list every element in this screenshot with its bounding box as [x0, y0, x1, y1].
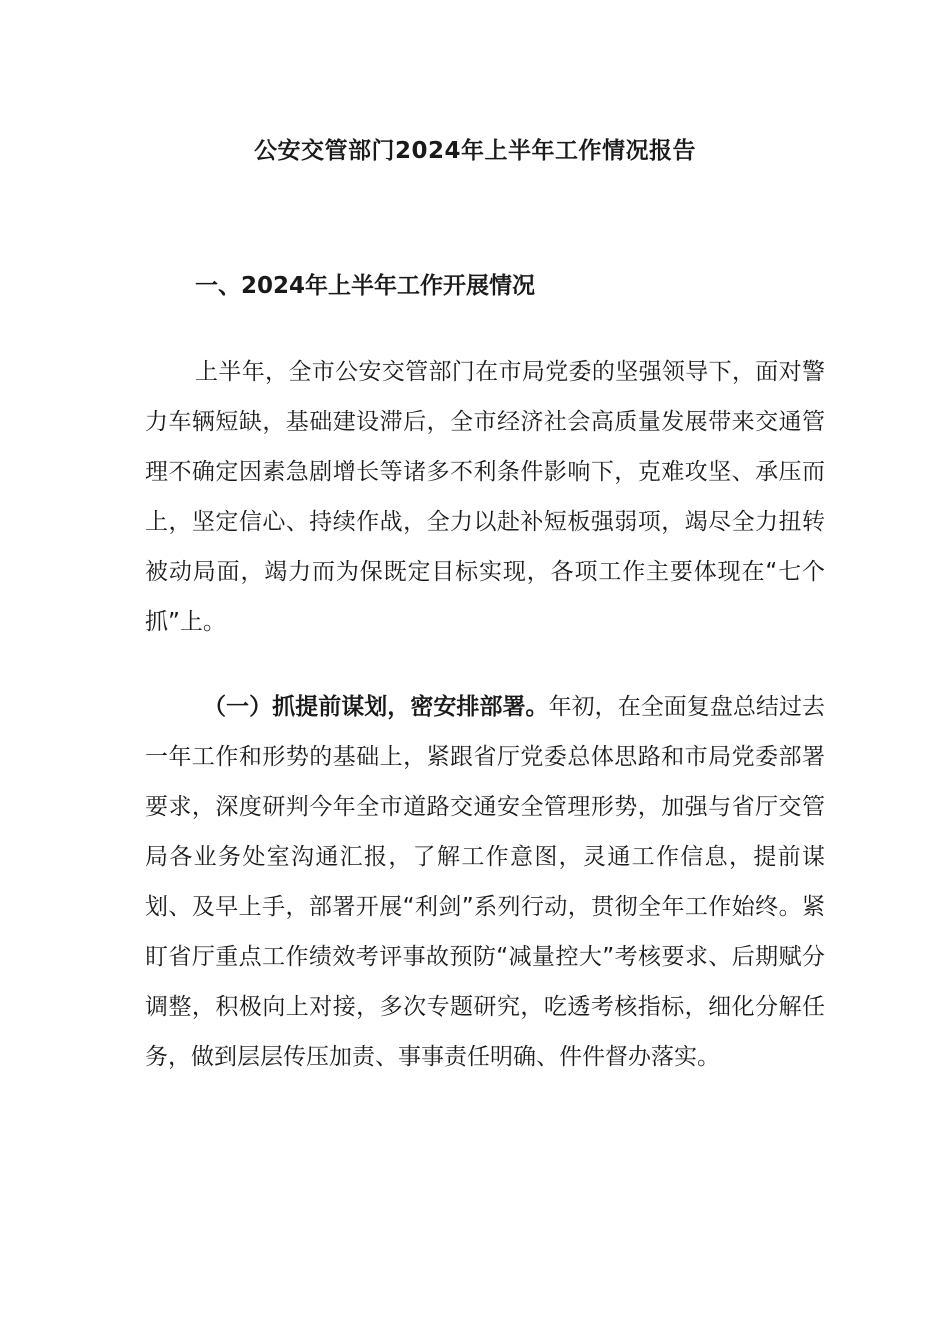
body-paragraph-subsection-1: [145, 682, 825, 1082]
body-paragraph: 上半年，全市公安交管部门在市局党委的坚强领导下，面对警力车辆短缺，基础建设滞后，全市经济社会高质量发展带来交通管理不确定因素急剧增长等诸多不利条件影响下，克难攻坚、承压而上，坚定信心、持续作战，全力以赴补短板强弱项，竭尽全力扭转被动局面，竭力而为保既定目标实现，各项工作主要体现在“七个抓”上。: [145, 359, 825, 635]
document-title: 公安交管部门2024年上半年工作情况报告: [253, 138, 696, 164]
subsection-lead-heading: （一）抓提前谋划，密安排部署。: [203, 694, 549, 720]
section-heading: 一、2024年上半年工作开展情况: [195, 273, 536, 299]
subsection-body-text: 年初，在全面复盘总结过去一年工作和形势的基础上，紧跟省厅党委总体思路和市局党委部署要求，深度研判今年全市道路交通安全管理形势，加强与省厅交管局各业务处室沟通汇报，了解工作意图，灵通工作信息，提前谋划、及早上手，部署开展“利剑”系列行动，贯彻全年工作始终。紧盯省厅重点工作绩效考评事故预防“减量控大”考核要求、后期赋分调整，积极向上对接，多次专题研究，吃透考核指标，细化分解任务，做到层层传压加责、事事责任明确、件件督办落实。: [145, 694, 826, 1070]
